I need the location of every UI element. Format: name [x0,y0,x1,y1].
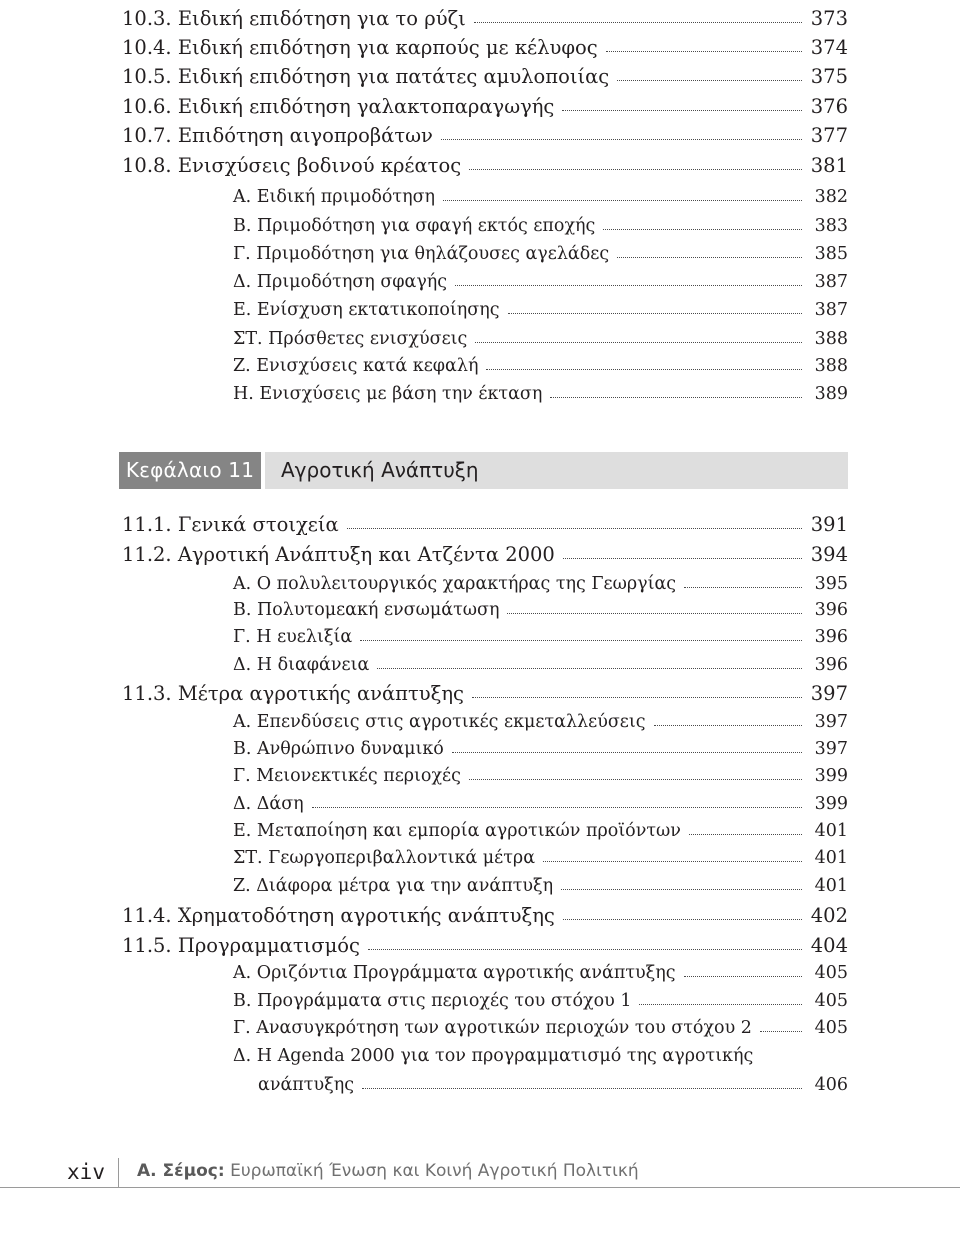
toc-entry-label: Γ. Μειονεκτικές περιοχές [233,765,461,786]
toc-entry-page-number: 397 [814,738,848,759]
toc-entry-label: Ε. Ενίσχυση εκτατικοποίησης [233,299,500,320]
toc-entry-page-number: 404 [810,933,848,957]
toc-entry-label: 11.2. Αγροτική Ανάπτυξη και Ατζέντα 2000 [122,542,555,566]
dot-leader [689,834,802,835]
toc-entry [233,210,848,236]
toc-entry [233,760,848,786]
dot-leader [760,1031,802,1032]
dot-leader [452,752,802,753]
toc-entry [233,594,848,620]
dot-leader [360,640,802,641]
toc-entry-page-number: 402 [810,903,848,927]
toc-entry [122,32,848,58]
toc-entry [122,61,848,87]
dot-leader [455,285,802,286]
footer-rule [0,1187,960,1188]
dot-leader [347,528,802,529]
toc-entry-label: Β. Πριμοδότηση για σφαγή εκτός εποχής [233,215,596,236]
toc-entry [233,788,848,814]
toc-entry-label: 10.3. Ειδική επιδότηση για το ρύζι [122,6,466,30]
dot-leader [368,949,802,950]
dot-leader [606,51,802,52]
toc-entry-label: 11.3. Μέτρα αγροτικής ανάπτυξης [122,681,464,705]
dot-leader [312,807,802,808]
dot-leader [684,587,802,588]
toc-entry-label: Α. Οριζόντια Προγράμματα αγροτικής ανάπτυξης [233,962,676,983]
toc-entry-label: ανάπτυξης [258,1074,355,1095]
toc-entry-page-number: 375 [810,64,848,88]
toc-entry-page-number: 385 [814,243,848,264]
toc-entry-label: ΣΤ. Γεωργοπεριβαλλοντικά μέτρα [233,847,536,868]
dot-leader [469,779,802,780]
toc-entry [122,930,848,956]
dot-leader [563,919,802,920]
toc-entry-page-number: 382 [814,186,848,207]
dot-leader [362,1088,802,1089]
toc-entry-label: Α. Επενδύσεις στις αγροτικές εκμεταλλεύσεις [233,711,646,732]
toc-entry-page-number: 394 [810,542,848,566]
dot-leader [377,668,802,669]
toc-entry-label: 10.5. Ειδική επιδότηση για πατάτες αμυλοποιίας [122,64,610,88]
dot-leader [550,397,802,398]
footer-divider-tick [118,1158,119,1188]
toc-entry-label: Γ. Πριμοδότηση για θηλάζουσες αγελάδες [233,243,610,264]
toc-entry-page-number: 388 [814,328,848,349]
toc-entry-page-number: 405 [814,990,848,1011]
toc-entry-label: Β. Προγράμματα στις περιοχές του στόχου 1 [233,990,632,1011]
running-footer [137,1161,639,1181]
toc-entry-label: Β. Πολυτομεακή ενσωμάτωση [233,599,500,620]
toc-entry-label: Δ. Η διαφάνεια [233,654,370,675]
dot-leader [486,369,802,370]
dot-leader [507,613,802,614]
toc-entry [233,350,848,376]
toc-entry-page-number: 401 [814,875,848,896]
toc-entry-page-number: 396 [814,626,848,647]
toc-entry-label: Β. Ανθρώπινο δυναμικό [233,738,444,759]
toc-entry-page-number: 391 [810,512,848,536]
toc-entry-page-number: 401 [814,820,848,841]
toc-entry-label: 11.1. Γενικά στοιχεία [122,512,339,536]
toc-entry-label: 11.5. Προγραμματισμός [122,933,360,957]
toc-entry [122,509,848,535]
dot-leader [617,80,802,81]
toc-entry [233,621,848,647]
toc-entry-page-number: 377 [810,123,848,147]
toc-entry-label: 10.8. Ενισχύσεις βοδινού κρέατος [122,153,462,177]
toc-entry [233,870,848,896]
dot-leader [508,313,803,314]
dot-leader [543,861,802,862]
toc-entry-label: Γ. Η ευελιξία [233,626,353,647]
toc-entry [233,842,848,868]
toc-entry-page-number: 389 [814,383,848,404]
toc-entry-label: Ζ. Διάφορα μέτρα για την ανάπτυξη [233,875,554,896]
toc-entry [233,181,848,207]
toc-entry-page-number: 387 [814,299,848,320]
toc-entry-page-number: 374 [810,35,848,59]
toc-entry-label: Δ. Πριμοδότηση σφαγής [233,271,448,292]
dot-leader [443,200,802,201]
dot-leader [475,342,802,343]
toc-entry [233,266,848,292]
toc-entry [122,150,848,176]
toc-entry [233,985,848,1011]
toc-entry-page-number: 401 [814,847,848,868]
toc-entry-label: Δ. Δάση [233,793,304,814]
toc-entry [122,3,848,29]
dot-leader [654,725,802,726]
toc-entry-page-number: 383 [814,215,848,236]
toc-entry-label: Γ. Ανασυγκρότηση των αγροτικών περιοχών του στόχου 2 [233,1017,752,1038]
toc-entry-page-number: 373 [810,6,848,30]
dot-leader [562,110,802,111]
toc-entry-page-number: 388 [814,355,848,376]
toc-entry-page-number: 397 [810,681,848,705]
toc-entry-page-number: 396 [814,599,848,620]
toc-entry [233,323,848,349]
toc-entry-page-number: 406 [814,1074,848,1095]
toc-entry-label: Ε. Μεταποίηση και εμπορία αγροτικών προϊόντων [233,820,681,841]
toc-entry [233,294,848,320]
toc-entry [233,706,848,732]
toc-entry-page-number: 399 [814,793,848,814]
toc-entry-page-number: 405 [814,1017,848,1038]
toc-entry-page-number: 399 [814,765,848,786]
toc-entry [233,957,848,983]
toc-entry-page-number: 405 [814,962,848,983]
chapter-header-divider [261,452,265,489]
chapter-number: Κεφάλαιο 11 [119,452,261,489]
toc-entry-label: 10.7. Επιδότηση αιγοπροβάτων [122,123,433,147]
running-footer-title: Ευρωπαϊκή Ένωση και Κοινή Αγροτική Πολιτική [224,1161,639,1181]
dot-leader [441,139,802,140]
toc-entry [122,91,848,117]
toc-entry [233,815,848,841]
toc-entry-label: 10.4. Ειδική επιδότηση για καρπούς με κέλυφος [122,35,598,59]
running-footer-author: Α. Σέμος: [137,1161,225,1181]
toc-entry [233,733,848,759]
dot-leader [472,697,802,698]
toc-entry [122,539,848,565]
toc-entry [122,900,848,926]
toc-entry-label: Η. Ενισχύσεις με βάση την έκταση [233,383,543,404]
toc-entry-label: ΣΤ. Πρόσθετες ενισχύσεις [233,328,468,349]
chapter-title: Αγροτική Ανάπτυξη [281,458,479,482]
dot-leader [474,22,802,23]
toc-entry [233,568,848,594]
dot-leader [563,558,802,559]
dot-leader [684,976,802,977]
toc-entry-label: Α. Ο πολυλειτουργικός χαρακτήρας της Γεωργίας [233,573,677,594]
toc-entry-page-number: 396 [814,654,848,675]
toc-entry-page-number: 381 [810,153,848,177]
toc-entry [233,378,848,404]
toc-entry-page-number: 387 [814,271,848,292]
toc-entry [122,120,848,146]
page-folio: xiv [67,1160,105,1184]
dot-leader [561,889,802,890]
toc-entry [233,649,848,675]
toc-entry-label: Δ. Η Agenda 2000 για τον προγραμματισμό της αγροτικής [233,1045,754,1066]
toc-entry-label: 10.6. Ειδική επιδότηση γαλακτοπαραγωγής [122,94,555,118]
toc-entry [233,1040,848,1066]
toc-entry [233,1012,848,1038]
toc-entry [233,238,848,264]
toc-entry-continuation [258,1069,848,1095]
dot-leader [469,169,802,170]
toc-entry-label: Α. Ειδική πριμοδότηση [233,186,436,207]
dot-leader [639,1004,802,1005]
toc-entry-page-number: 395 [814,573,848,594]
toc-entry-page-number: 397 [814,711,848,732]
dot-leader [603,229,802,230]
dot-leader [617,257,802,258]
toc-entry-label: Ζ. Ενισχύσεις κατά κεφαλή [233,355,479,376]
chapter-header [119,452,848,489]
toc-entry [122,678,848,704]
toc-entry-label: 11.4. Χρηματοδότηση αγροτικής ανάπτυξης [122,903,555,927]
toc-entry-page-number: 376 [810,94,848,118]
